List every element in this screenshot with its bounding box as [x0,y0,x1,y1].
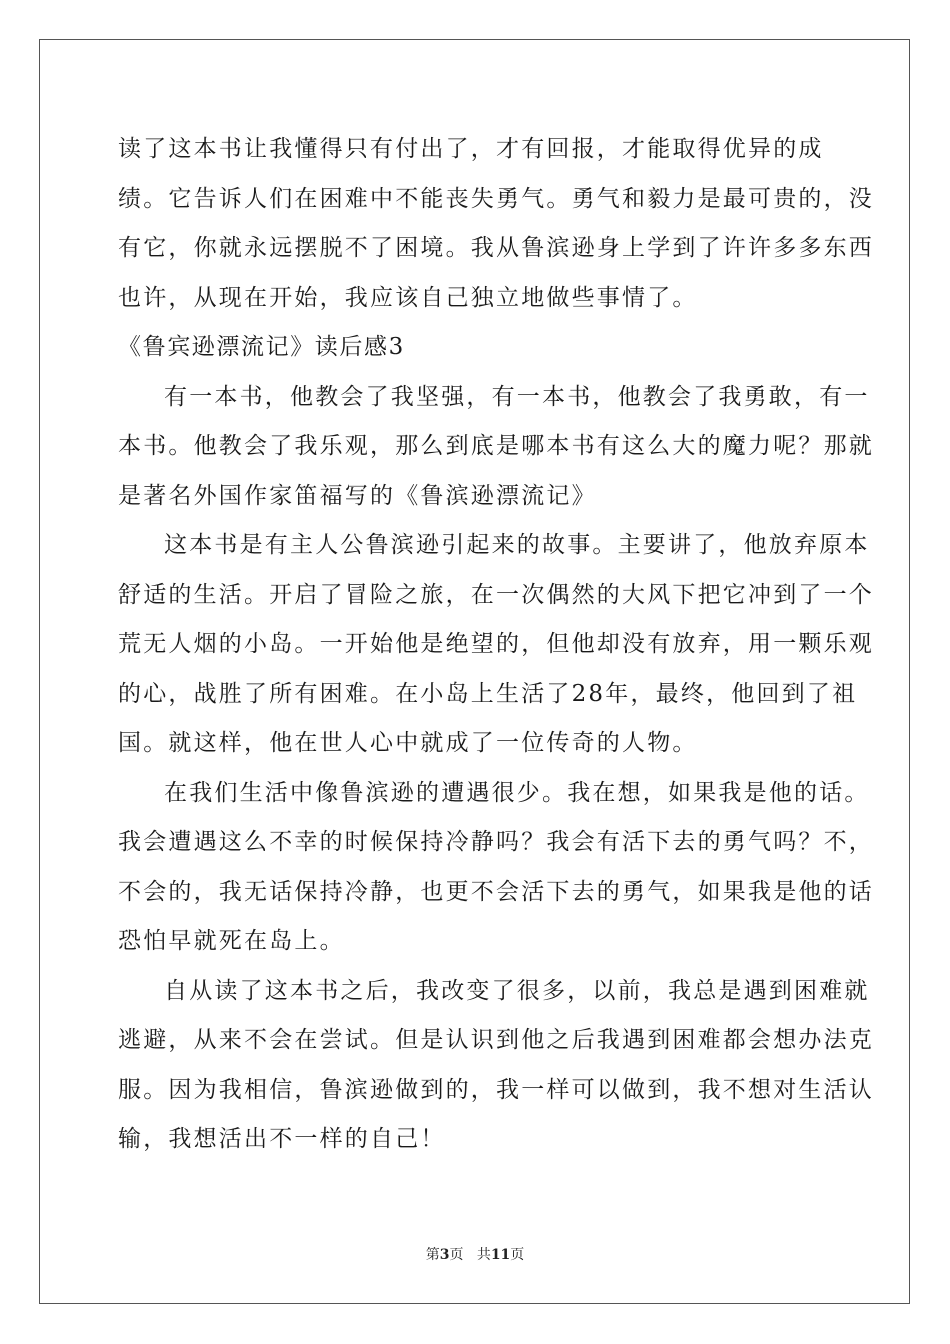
text-line: 荒无人烟的小岛。一开始他是绝望的，但他却没有放弃，用一颗乐观 [118,631,874,657]
text-line: 在我们生活中像鲁滨逊的遭遇很少。我在想，如果我是他的话。 [164,779,870,806]
page-number: 3 [439,1247,450,1263]
text-line: 的心，战胜了所有困难。在小岛上生活了28年，最终，他回到了祖 [118,680,858,707]
text-line: 逃避，从来不会在尝试。但是认识到他之后我遇到困难都会想办法克 [118,1027,874,1053]
text-line: 这本书是有主人公鲁滨逊引起来的故事。主要讲了，他放弃原本 [164,532,870,558]
text-line: 不会的，我无话保持冷静，也更不会活下去的勇气，如果我是他的话 [118,878,874,905]
section-heading: 《鲁宾逊漂流记》读后感3 [118,334,405,360]
page-prefix: 第 [425,1247,440,1263]
total-suffix: 页 [510,1247,525,1263]
document-body [118,125,874,1165]
text-line: 自从读了这本书之后，我改变了很多，以前，我总是遇到困难就 [164,977,870,1004]
text-line: 国。就这样，他在世人心中就成了一位传奇的人物。 [118,730,698,756]
text-line: 读了这本书让我懂得只有付出了，才有回报，才能取得优异的成 [118,136,824,162]
text-line: 有一本书，他教会了我坚强，有一本书，他教会了我勇敢，有一 [164,383,870,410]
text-line: 舒适的生活。开启了冒险之旅，在一次偶然的大风下把它冲到了一个 [118,581,874,608]
page-suffix: 页 [449,1247,464,1263]
text-line: 也许，从现在开始，我应该自己独立地做些事情了。 [118,284,698,311]
text-line: 我会遭遇这么不幸的时候保持冷静吗？我会有活下去的勇气吗？不， [118,829,874,855]
total-pages: 11 [490,1247,511,1263]
text-line: 恐怕早就死在岛上。 [118,928,345,954]
text-line: 服。因为我相信，鲁滨逊做到的，我一样可以做到，我不想对生活认 [118,1076,874,1103]
text-line: 绩。它告诉人们在困难中不能丧失勇气。勇气和毅力是最可贵的，没 [118,185,874,212]
text-line: 输，我想活出不一样的自己！ [118,1126,446,1152]
total-prefix: 共 [476,1247,491,1263]
text-line: 本书。他教会了我乐观，那么到底是哪本书有这么大的魔力呢？那就 [118,433,874,459]
text-line: 有它，你就永远摆脱不了困境。我从鲁滨逊身上学到了许许多多东西 [118,235,874,261]
text-line: 是著名外国作家笛福写的《鲁滨逊漂流记》 [118,482,597,509]
page-footer [0,1244,950,1264]
